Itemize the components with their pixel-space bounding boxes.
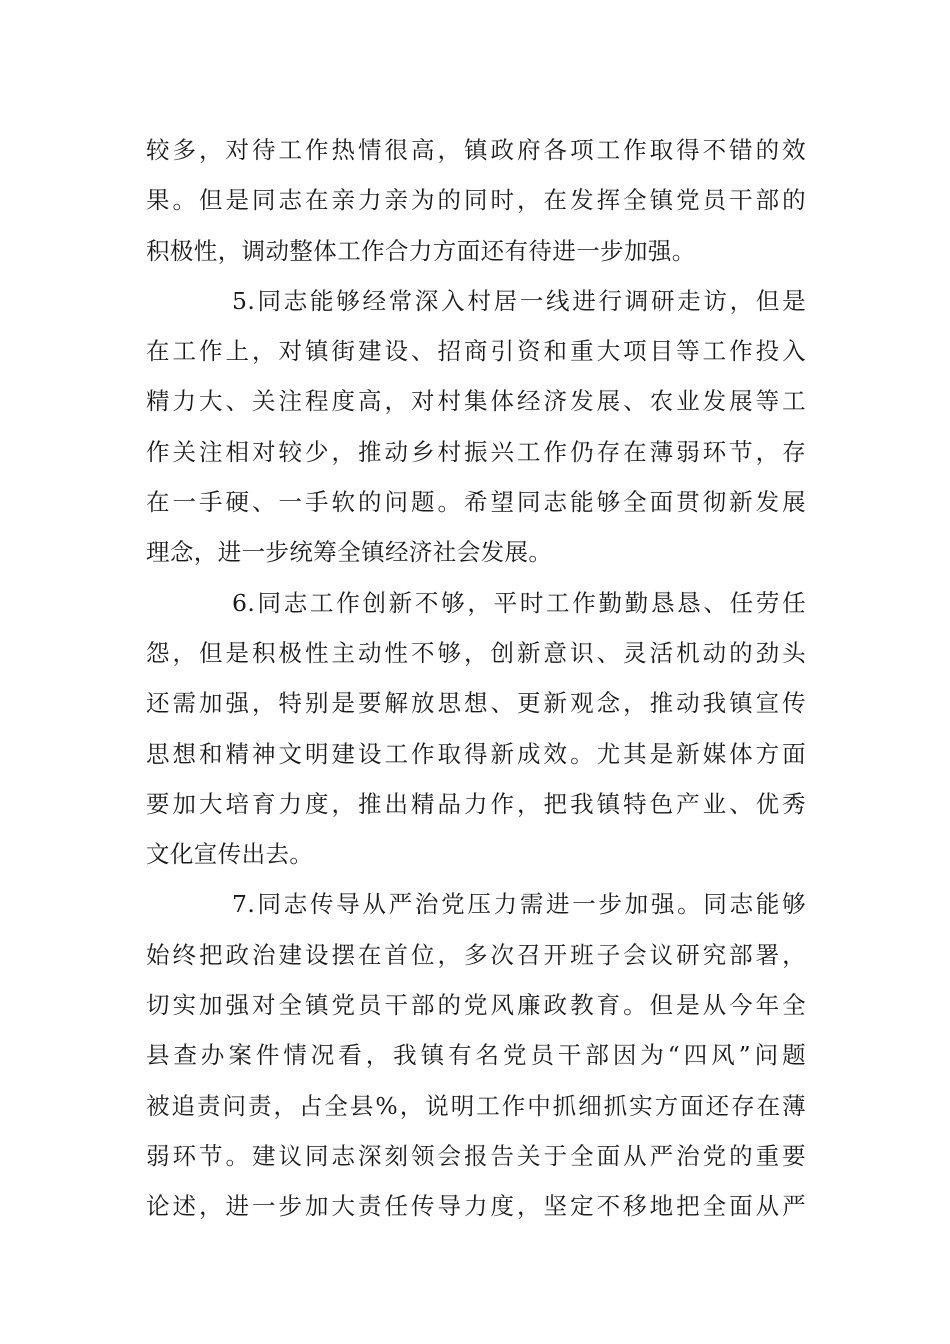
document-body (146, 125, 806, 1232)
text-line: 5.同志能够经常深入村居一线进行调研走访，但是 (232, 286, 806, 315)
text-line: 在工作上，对镇街建设、招商引资和重大项目等工作投入 (146, 337, 806, 366)
paragraph-item-7 (146, 879, 806, 1231)
text-line: 弱环节。建议同志深刻领会报告关于全面从严治党的重要 (146, 1141, 806, 1170)
text-line: 较多，对待工作热情很高，镇政府各项工作取得不错的效 (146, 136, 806, 164)
text-line: 作关注相对较少，推动乡村振兴工作仍存在薄弱环节，存 (146, 437, 806, 466)
text-line: 7.同志传导从严治党压力需进一步加强。同志能够 (232, 890, 806, 919)
text-line: 怨，但是积极性主动性不够，创新意识、灵活机动的劲头 (146, 638, 806, 667)
text-line: 思想和精神文明建设工作取得新成效。尤其是新媒体方面 (146, 739, 806, 768)
text-line: 文化宣传出去。 (146, 840, 314, 869)
text-line: 理念，进一步统筹全镇经济社会发展。 (146, 538, 553, 567)
paragraph-continuation (146, 125, 806, 276)
text-line: 论述，进一步加大责任传导力度，坚定不移地把全面从严 (146, 1192, 806, 1221)
paragraph-item-5 (146, 276, 806, 578)
text-line: 被追责问责，占全县%，说明工作中抓细抓实方面还存在薄 (146, 1091, 806, 1120)
text-line: 切实加强对全镇党员干部的党风廉政教育。但是从今年全 (146, 991, 806, 1020)
text-line: 县查办案件情况看，我镇有名党员干部因为“四风”问题 (146, 1041, 806, 1070)
text-line: 在一手硬、一手软的问题。希望同志能够全面贯彻新发展 (146, 488, 806, 517)
text-line: 始终把政治建设摆在首位，多次召开班子会议研究部署， (146, 940, 806, 969)
text-line: 积极性，调动整体工作合力方面还有待进一步加强。 (146, 236, 696, 265)
text-line: 精力大、关注程度高，对村集体经济发展、农业发展等工 (146, 387, 806, 416)
text-line: 6.同志工作创新不够，平时工作勤勤恳恳、任劳任 (232, 588, 806, 617)
text-line: 要加大培育力度，推出精品力作，把我镇特色产业、优秀 (146, 789, 806, 818)
paragraph-item-6 (146, 578, 806, 880)
text-line: 果。但是同志在亲力亲为的同时，在发挥全镇党员干部的 (146, 186, 806, 215)
text-line: 还需加强，特别是要解放思想、更新观念，推动我镇宣传 (146, 689, 806, 718)
